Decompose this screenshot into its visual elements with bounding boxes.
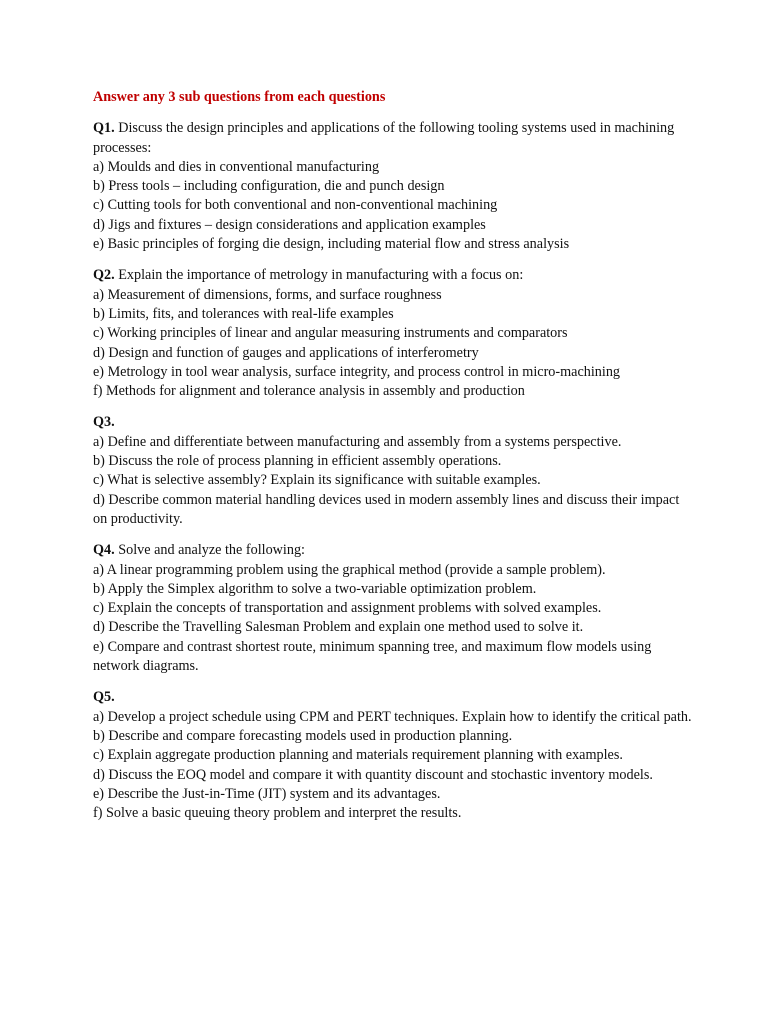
- question-2-label: Q2.: [93, 267, 115, 284]
- question-3-head: [93, 413, 693, 432]
- question-1-item-d: d) Jigs and fixtures – design considerations and application examples: [93, 216, 486, 233]
- question-4-label: Q4.: [93, 542, 115, 559]
- question-3-label: Q3.: [93, 414, 115, 431]
- question-1-item-a: a) Moulds and dies in conventional manufacturing: [93, 158, 380, 175]
- question-4-item-b: b) Apply the Simplex algorithm to solve a two-variable optimization problem.: [93, 580, 537, 597]
- question-3-item-a: a) Define and differentiate between manufacturing and assembly from a systems perspective.: [93, 433, 622, 450]
- question-1-item-b: b) Press tools – including configuration, die and punch design: [93, 178, 445, 195]
- question-1-intro: Discuss the design principles and applications of the following tooling systems used in machining processes:: [93, 120, 675, 156]
- question-1-item-c: c) Cutting tools for both conventional and non-conventional machining: [93, 197, 498, 214]
- question-4-item-d: d) Describe the Travelling Salesman Problem and explain one method used to solve it.: [93, 619, 584, 636]
- question-2-intro: Explain the importance of metrology in manufacturing with a focus on:: [114, 267, 524, 284]
- question-2-item-b: b) Limits, fits, and tolerances with real-life examples: [93, 305, 394, 322]
- question-5-head: [93, 688, 693, 707]
- question-2-head: [93, 266, 693, 285]
- question-3: [93, 413, 693, 529]
- question-2-item-e: e) Metrology in tool wear analysis, surface integrity, and process control in micro-machining: [93, 363, 621, 380]
- question-4: [93, 541, 693, 676]
- instruction-heading: Answer any 3 sub questions from each questions: [93, 89, 386, 105]
- question-4-item-c: c) Explain the concepts of transportation and assignment problems with solved examples.: [93, 600, 602, 617]
- question-5-item-f: f) Solve a basic queuing theory problem and interpret the results.: [93, 805, 462, 822]
- question-5-item-e: e) Describe the Just-in-Time (JIT) system and its advantages.: [93, 785, 441, 802]
- question-1: [93, 119, 693, 254]
- question-2: [93, 266, 693, 401]
- question-5-item-a: a) Develop a project schedule using CPM and PERT techniques. Explain how to identify the critical path.: [93, 708, 692, 725]
- question-2-item-f: f) Methods for alignment and tolerance analysis in assembly and production: [93, 383, 525, 400]
- question-3-item-b: b) Discuss the role of process planning in efficient assembly operations.: [93, 453, 502, 470]
- question-5-label: Q5.: [93, 689, 115, 706]
- question-4-intro: Solve and analyze the following:: [114, 542, 305, 559]
- question-2-item-a: a) Measurement of dimensions, forms, and surface roughness: [93, 286, 442, 303]
- question-4-item-e: e) Compare and contrast shortest route, minimum spanning tree, and maximum flow models using network diagrams.: [93, 638, 652, 675]
- question-1-label: Q1.: [93, 120, 115, 137]
- question-3-item-c: c) What is selective assembly? Explain its significance with suitable examples.: [93, 472, 541, 489]
- question-5-item-d: d) Discuss the EOQ model and compare it with quantity discount and stochastic inventory models.: [93, 766, 653, 783]
- question-1-head: [93, 119, 693, 158]
- question-3-item-d: d) Describe common material handling devices used in modern assembly lines and discuss their impact on productivity.: [93, 491, 680, 527]
- question-2-item-d: d) Design and function of gauges and applications of interferometry: [93, 344, 479, 361]
- question-paper: [93, 88, 693, 835]
- question-4-item-a: a) A linear programming problem using the graphical method (provide a sample problem).: [93, 561, 606, 578]
- question-5: [93, 688, 693, 823]
- question-1-item-e: e) Basic principles of forging die design, including material flow and stress analysis: [93, 236, 570, 253]
- question-5-item-c: c) Explain aggregate production planning and materials requirement planning with examples.: [93, 747, 623, 764]
- question-2-item-c: c) Working principles of linear and angular measuring instruments and comparators: [93, 325, 568, 342]
- question-4-head: [93, 541, 693, 560]
- question-5-item-b: b) Describe and compare forecasting models used in production planning.: [93, 727, 513, 744]
